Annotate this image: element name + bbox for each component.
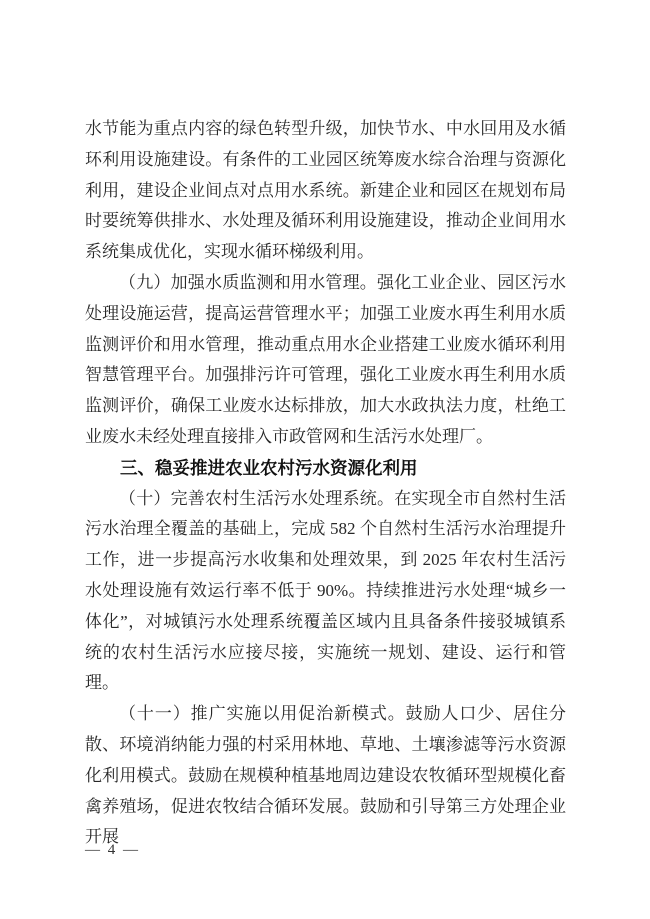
document-body — [85, 114, 566, 853]
section-heading-3: 三、稳妥推进农业农村污水资源化利用 — [120, 457, 418, 478]
paragraph-item-11: （十一）推广实施以用促治新模式。鼓励人口少、居住分散、环境消纳能力强的村采用林地、草地、土壤渗滤等污水资源化利用模式。鼓励在规模种植基地周边建设农牧循环型规模化畜禽养殖场，促进农牧结合循环发展。鼓励和引导第三方处理企业开展 — [85, 704, 566, 847]
page-number: — 4 — — [85, 842, 140, 858]
paragraph-item-10: （十）完善农村生活污水处理系统。在实现全市自然村生活污水治理全覆盖的基础上，完成 582 个自然村生活污水治理提升工作，进一步提高污水收集和处理效果，到 2025 年农村生活污水处理设施有效运行率不低于 90%。持续推进污水处理“城乡一体化”，对城镇污水处理系统覆盖区域内且具备条件接驳城镇系统的农村生活污水应接尽接，实施统一规划、建设、运行和管理。 — [85, 488, 566, 693]
paragraph-item-9: （九）加强水质监测和用水管理。强化工业企业、园区污水处理设施运营，提高运营管理水平；加强工业废水再生利用水质监测评价和用水管理，推动重点用水企业搭建工业废水循环利用智慧管理平台。加强排污许可管理，强化工业废水再生利用水质监测评价，确保工业废水达标排放，加大水政执法力度，杜绝工业废水未经处理直接排入市政管网和生活污水处理厂。 — [85, 272, 566, 446]
paragraph-continuation: 水节能为重点内容的绿色转型升级，加快节水、中水回用及水循环利用设施建设。有条件的工业园区统筹废水综合治理与资源化利用，建设企业间点对点用水系统。新建企业和园区在规划布局时要统筹供排水、水处理及循环利用设施建设，推动企业间用水系统集成优化，实现水循环梯级利用。 — [85, 119, 566, 262]
